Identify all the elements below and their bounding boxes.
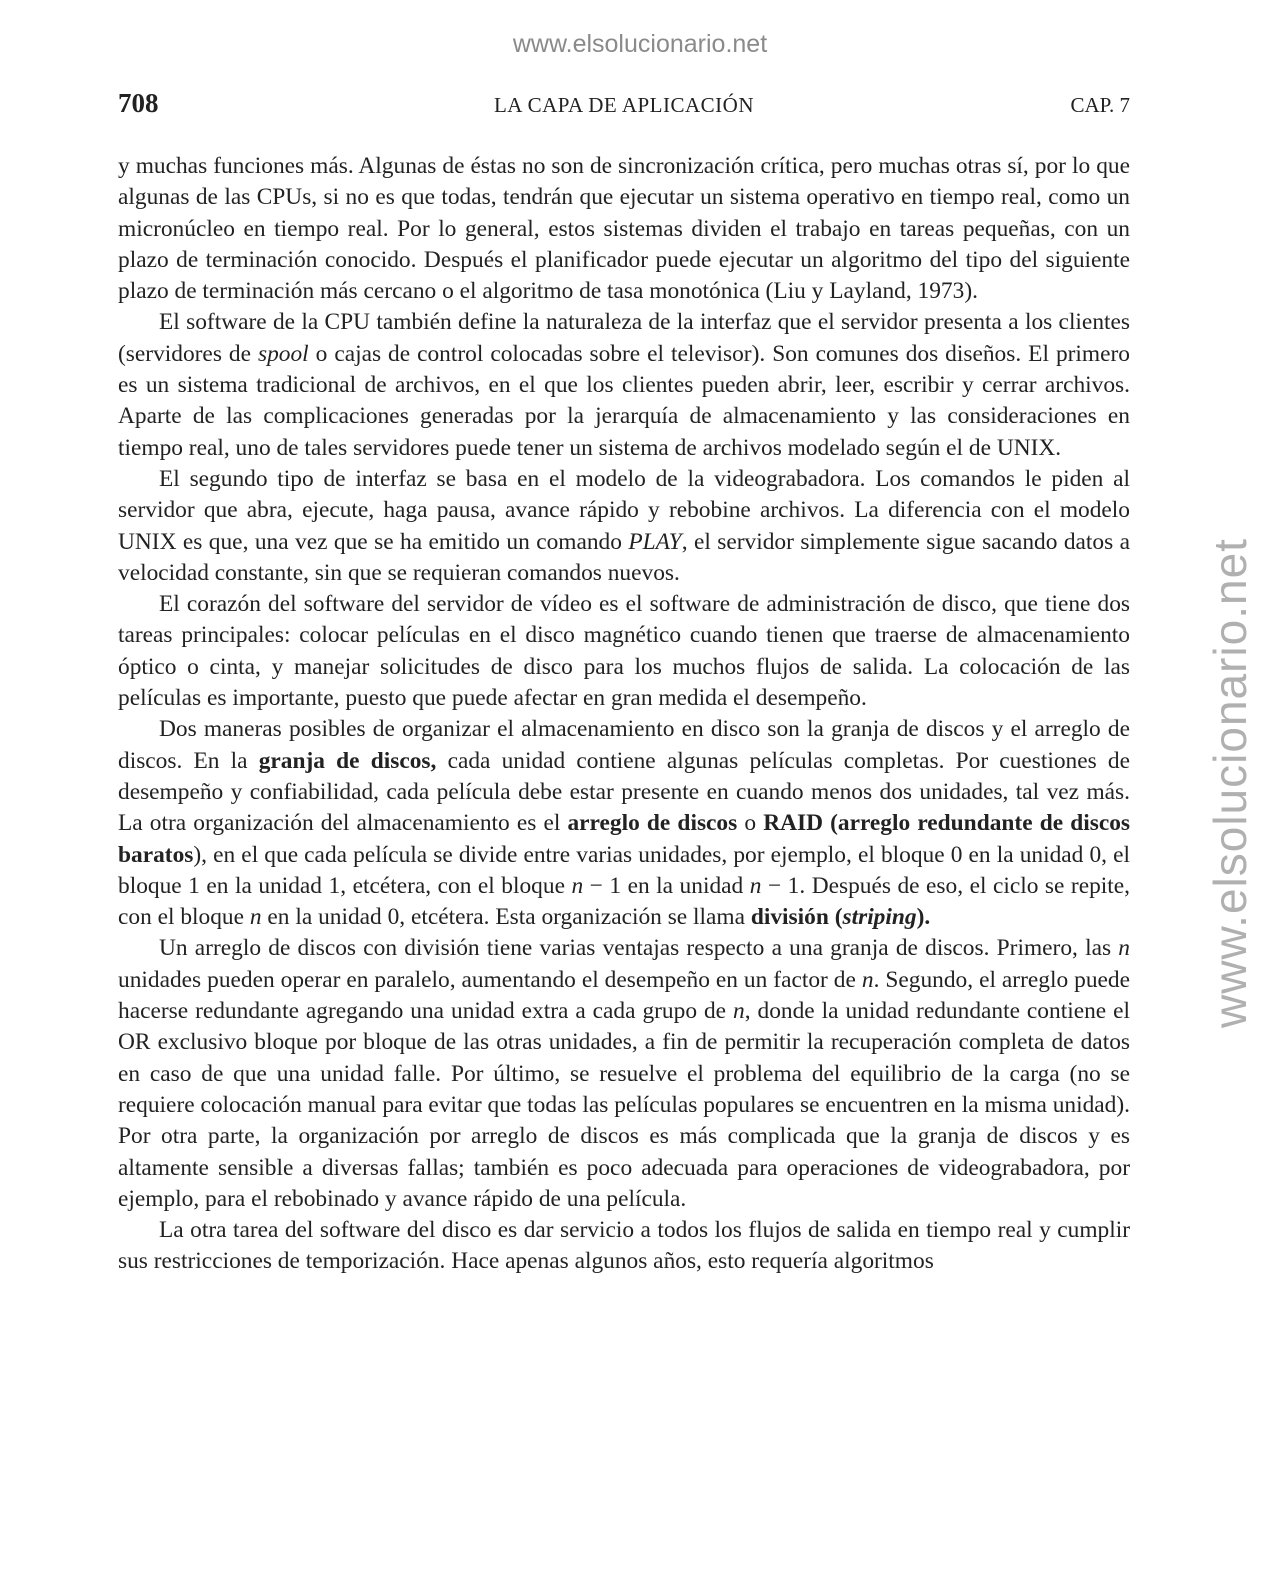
term-arreglo-de-discos: arreglo de discos: [567, 810, 738, 837]
watermark-top: www.elsolucionario.net: [512, 30, 768, 58]
term-striping: striping: [842, 904, 917, 931]
paragraph-3: El segundo tipo de interfaz se basa en el modelo de la videograbadora. Los comandos le piden al servidor que abra, ejecute, haga pausa, avance rápido y rebobine archivos. La diferencia con el modelo UNIX es que, una vez que se ha emitido un comando PLAY, el servidor simplemente sigue sacando datos a velocidad constante, sin que se requieran comandos nuevos.: [118, 465, 1131, 586]
term-play: PLAY: [628, 528, 682, 555]
body-text: [118, 151, 1130, 1278]
paragraph-4: El corazón del software del servidor de vídeo es el software de administración de disco, que tiene dos tareas principales: colocar películas en el disco magnético cuando tienen que traerse de almacenamiento óptico o cinta, y manejar solicitudes de disco para los muchos flujos de salida. La colocación de las películas es importante, puesto que puede afectar en gran medida el desempeño.: [118, 591, 1130, 712]
term-division: división: [750, 904, 829, 931]
page-number: 708: [118, 88, 159, 118]
term-spool: spool: [257, 340, 309, 367]
paragraph-2: El software de la CPU también define la naturaleza de la interfaz que el servidor presenta a los clientes (servidores de spool o cajas de control colocadas sobre el televisor). Son comunes dos diseños. El primero es un sistema tradicional de archivos, en el que los clientes pueden abrir, leer, escribir y cerrar archivos. Aparte de las complicaciones generadas por la jerarquía de almacenamiento y las consideraciones en tiempo real, uno de tales servidores puede tener un sistema de archivos modelado según el de UNIX.: [118, 309, 1130, 461]
term-granja-de-discos: granja de discos,: [258, 747, 437, 774]
paragraph-5: Dos maneras posibles de organizar el almacenamiento en disco son la granja de discos y el arreglo de discos. En la granja de discos, cada unidad contiene algunas películas completas. Por cuestiones de desempeño y confiabilidad, cada película debe estar presente en cuando menos dos unidades, tal vez más. La otra organización del almacenamiento es el arreglo de discos o RAID (arreglo redundante de discos baratos), en el que cada película se divide entre varias unidades, por ejemplo, el bloque 0 en la unidad 0, el bloque 1 en la unidad 1, etcétera, con el bloque n − 1 en la unidad n − 1. Después de eso, el ciclo se repite, con el bloque n en la unidad 0, etcétera. Esta organización se llama división (striping).: [118, 716, 1131, 931]
page-header: [118, 88, 1130, 128]
term-raid: RAID: [763, 810, 823, 837]
term-raid-expansion: arreglo redundante de discos baratos: [118, 810, 1131, 868]
running-title: LA CAPA DE APLICACIÓN: [493, 93, 755, 117]
paragraph-1: y muchas funciones más. Algunas de éstas no son de sincronización crítica, pero muchas otras sí, por lo que algunas de las CPUs, si no es que todas, tendrán que ejecutar un sistema operativo en tiempo real, como un micronúcleo en tiempo real. Por lo general, estos sistemas dividen el trabajo en tareas pequeñas, con un plazo de terminación conocido. Después el planificador puede ejecutar un algoritmo del tipo del siguiente plazo de terminación más cercano o el algoritmo de tasa monotónica (Liu y Layland, 1973).: [118, 153, 1130, 305]
paragraph-7: La otra tarea del software del disco es dar servicio a todos los flujos de salida en tiempo real y cumplir sus restricciones de temporización. Hace apenas algunos años, esto requería algoritmos: [118, 1217, 1130, 1275]
watermark-side: www.elsolucionario.net: [1204, 538, 1256, 1028]
paragraph-6: Un arreglo de discos con división tiene varias ventajas respecto a una granja de discos. Primero, las n unidades pueden operar en paralelo, aumentando el desempeño en un factor de n. Segundo, el arreglo puede hacerse redundante agregando una unidad extra a cada grupo de n, donde la unidad redundante contiene el OR exclusivo bloque por bloque de las otras unidades, a fin de permitir la recuperación completa de datos en caso de que una unidad falle. Por último, se resuelve el problema del equilibrio de la carga (no se requiere colocación manual para evitar que todas las películas populares se encuentren en la misma unidad). Por otra parte, la organización por arreglo de discos es más complicada que la granja de discos y es altamente sensible a diversas fallas; también es poco adecuada para operaciones de videograbadora, por ejemplo, para el rebobinado y avance rápido de una película.: [118, 935, 1130, 1212]
chapter-label: CAP. 7: [1070, 93, 1130, 117]
